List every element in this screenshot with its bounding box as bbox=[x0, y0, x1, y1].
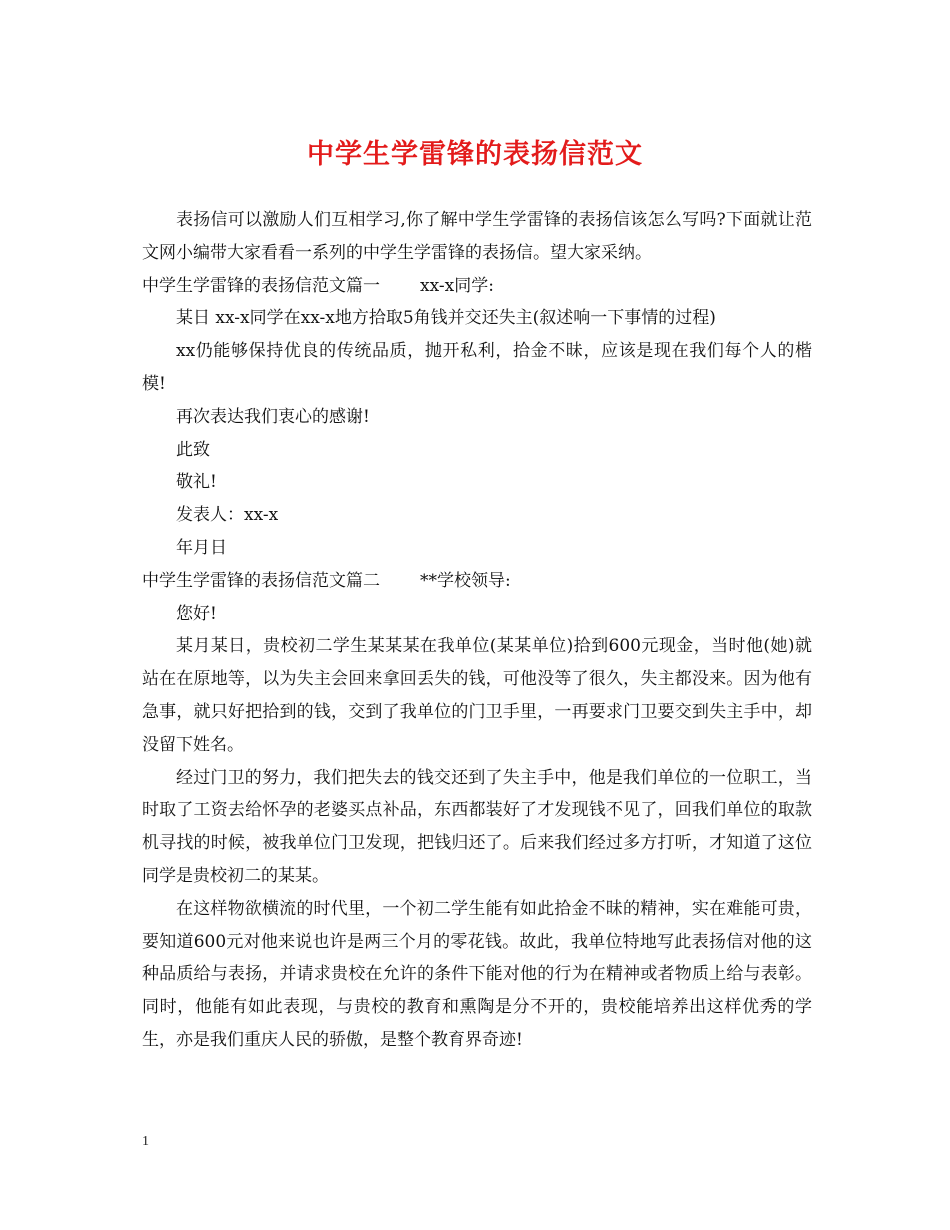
section-two-heading: 中学生学雷锋的表扬信范文篇二 bbox=[142, 570, 380, 591]
section-two-paragraph: 某月某日，贵校初二学生某某某在我单位(某某单位)拾到600元现金，当时他(她)就站在在原地等，以为失主会回来拿回丢失的钱，可他没等了很久，失主都没来。因为他有急事，就只好把拾到的钱，交到了我单位的门卫手里，一再要求门卫要交到失主手中，却没留下姓名。 bbox=[142, 636, 812, 755]
section-one-paragraph: xx仍能够保持优良的传统品质，抛开私利，拾金不昧，应该是现在我们每个人的楷模! bbox=[142, 341, 812, 394]
document-title: 中学生学雷锋的表扬信范文 bbox=[307, 139, 643, 170]
section-two-paragraph: 在这样物欲横流的时代里，一个初二学生能有如此拾金不昧的精神，实在难能可贵，要知道600元对他来说也许是两三个月的零花钱。故此，我单位特地写此表扬信对他的这种品质给与表扬，并请求贵校在允许的条件下能对他的行为在精神或者物质上给与表彰。同时，他能有如此表现，与贵校的教育和熏陶是分不开的，贵校能培养出这样优秀的学生，亦是我们重庆人民的骄傲，是整个教育界奇迹! bbox=[142, 898, 812, 1050]
signature-line: 发表人：xx-x bbox=[176, 505, 279, 526]
page-number: 1 bbox=[142, 1134, 149, 1149]
date-line: 年月日 bbox=[176, 537, 227, 558]
section-one-heading: 中学生学雷锋的表扬信范文篇一 bbox=[142, 275, 380, 296]
section-two-salutation: **学校领导: bbox=[420, 570, 511, 591]
thanks-line: 再次表达我们衷心的感谢! bbox=[176, 406, 370, 427]
section-one-salutation: xx-x同学: bbox=[420, 275, 494, 296]
document-body bbox=[142, 204, 812, 1057]
section-two-heading-line bbox=[142, 565, 812, 598]
section-one-heading-line bbox=[142, 270, 812, 303]
section-one-paragraph: 某日 xx-x同学在xx-x地方拾取5角钱并交还失主(叙述响一下事情的过程) bbox=[176, 308, 716, 329]
section-two-paragraph: 经过门卫的努力，我们把失去的钱交还到了失主手中，他是我们单位的一位职工，当时取了工资去给怀孕的老婆买点补品，东西都装好了才发现钱不见了，回我们单位的取款机寻找的时候，被我单位门卫发现，把钱归还了。后来我们经过多方打听，才知道了这位同学是贵校初二的某某。 bbox=[142, 767, 812, 886]
closing-line: 敬礼! bbox=[176, 472, 217, 493]
greeting-line: 您好! bbox=[176, 603, 217, 624]
intro-paragraph: 表扬信可以激励人们互相学习,你了解中学生学雷锋的表扬信该怎么写吗?下面就让范文网小编带大家看看一系列的中学生学雷锋的表扬信。望大家采纳。 bbox=[142, 210, 812, 263]
closing-line: 此致 bbox=[176, 439, 210, 460]
